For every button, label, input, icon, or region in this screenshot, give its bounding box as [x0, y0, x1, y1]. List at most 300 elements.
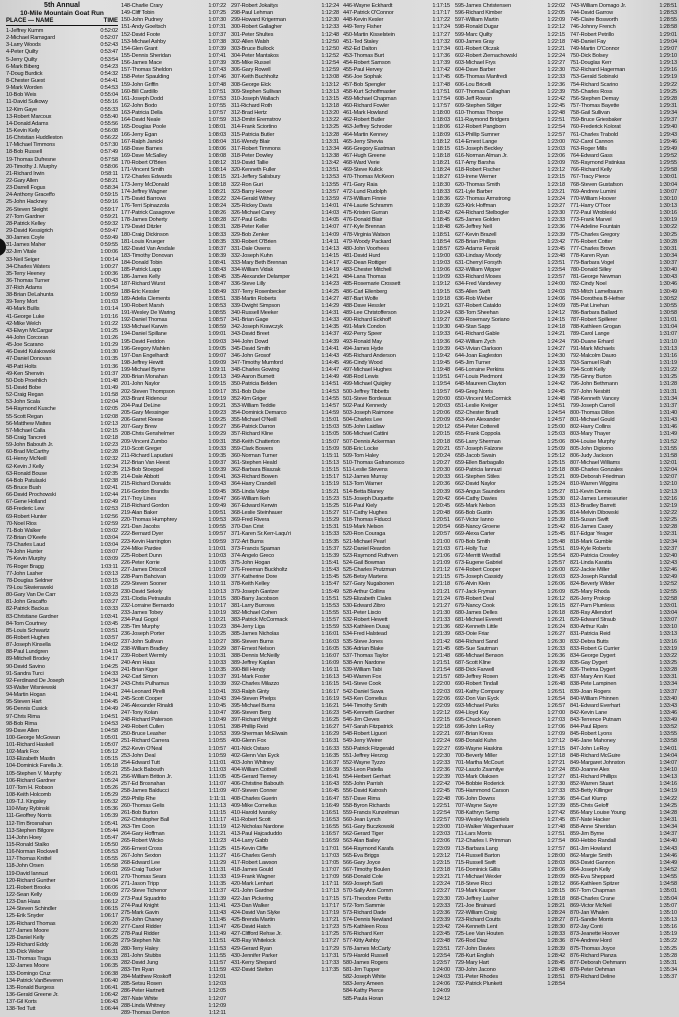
- runner-place-name: 681-Michael Everett: [455, 617, 502, 624]
- finish-time: 1:29:28: [659, 95, 677, 102]
- result-row: [231, 581, 339, 588]
- finish-time: 1:14:13: [321, 245, 339, 252]
- runner-place-name: 710-Walker Wagenhauer: [455, 824, 514, 831]
- finish-time: 1:14:41: [321, 345, 339, 352]
- finish-time: 1:16:43: [321, 781, 339, 788]
- finish-time: 1:15:17: [321, 474, 339, 481]
- finish-time: 1:09:05: [208, 345, 226, 352]
- results-column-4: [343, 3, 450, 1003]
- finish-time: 1:09:43: [208, 481, 226, 488]
- runner-place-name: 409-Mike Cornelius: [231, 802, 277, 809]
- runner-place-name: 545-Kenneth Gardner: [343, 709, 395, 716]
- runner-place-name: 423-Dan Walker: [231, 902, 270, 909]
- runner-place-name: 232-Lorraine Bernardo: [121, 602, 175, 609]
- result-row: [6, 849, 118, 856]
- finish-time: 1:10:43: [208, 695, 226, 702]
- runner-place-name: 543-Ken Cornelius: [343, 695, 387, 702]
- runner-place-name: 284-Matthew Roskoff: [121, 974, 171, 981]
- result-row: [6, 628, 118, 635]
- result-row: [455, 853, 565, 860]
- result-row: [455, 453, 565, 460]
- finish-time: 1:22:51: [547, 117, 565, 124]
- runner-place-name: 321-Jeffery Salisbury: [231, 174, 281, 181]
- result-row: [231, 639, 339, 646]
- result-row: [455, 867, 565, 874]
- finish-time: 1:14:31: [321, 310, 339, 317]
- runner-place-name: 875-Thomas Joyce: [570, 945, 616, 952]
- result-row: [231, 410, 339, 417]
- finish-time: 1:29:31: [659, 102, 677, 109]
- result-row: [231, 846, 339, 853]
- finish-time: 0:59:21: [100, 213, 118, 220]
- result-row: [455, 232, 565, 239]
- result-row: [343, 189, 450, 196]
- result-row: [455, 817, 565, 824]
- finish-time: 1:17:03: [321, 852, 339, 859]
- runner-place-name: 483-Chester Mitchell: [343, 267, 392, 274]
- finish-time: 1:08:43: [208, 267, 226, 274]
- result-row: [121, 481, 226, 488]
- finish-time: 1:22:03: [432, 688, 450, 695]
- finish-time: 1:08:35: [208, 238, 226, 245]
- finish-time: 1:26:57: [547, 702, 565, 709]
- finish-time: 1:20:24: [432, 452, 450, 459]
- result-row: [121, 67, 226, 74]
- finish-time: 1:22:21: [547, 45, 565, 52]
- finish-time: 1:15:01: [321, 417, 339, 424]
- runner-place-name: 396-Steven Berg: [231, 709, 271, 716]
- finish-time: 1:26:54: [547, 695, 565, 702]
- runner-place-name: 820-Patricia Crowley: [570, 552, 619, 559]
- finish-time: 1:11:13: [208, 802, 226, 809]
- finish-time: 1:17:36: [432, 52, 450, 59]
- result-row: [570, 960, 677, 967]
- runner-place-name: 326-Michael Carey: [231, 210, 276, 217]
- runner-place-name: 540-Warren Fox: [343, 674, 382, 681]
- runner-place-name: 731-Peter Rhodes: [455, 974, 499, 981]
- result-row: [343, 539, 450, 546]
- finish-time: 1:33:25: [659, 659, 677, 666]
- runner-place-name: 598-Ronald Dugar: [455, 24, 499, 31]
- runner-place-name: 822-Jackie Miller: [570, 567, 610, 574]
- result-row: [455, 182, 565, 189]
- runner-place-name: 279-Stephen Nix: [121, 938, 161, 945]
- result-row: [343, 374, 450, 381]
- result-row: [570, 639, 677, 646]
- runner-place-name: 391-Mark Foster: [231, 674, 270, 681]
- runner-place-name: 68-Frederic Lew: [6, 506, 45, 513]
- runner-place-name: 168-Dave Barnes: [121, 145, 163, 152]
- finish-time: 1:07:57: [208, 110, 226, 117]
- finish-time: 1:32:16: [659, 495, 677, 502]
- result-row: [6, 42, 118, 49]
- runner-place-name: 484-Lana Thomas: [343, 274, 387, 281]
- runner-place-name: 268-Edward Lee: [121, 859, 160, 866]
- runner-place-name: 516-Paul Kiely: [343, 502, 377, 509]
- finish-time: 1:03:15: [100, 577, 118, 584]
- runner-place-name: 638-Tom Sheehan: [455, 310, 499, 317]
- runner-place-name: 583-Jerry Ameen: [343, 981, 384, 988]
- finish-time: 1:07:55: [208, 102, 226, 109]
- finish-time: 1:33:10: [659, 624, 677, 631]
- result-row: [121, 760, 226, 767]
- finish-time: 1:31:55: [659, 445, 677, 452]
- runner-place-name: 705-Hammond Carson: [455, 788, 509, 795]
- runner-place-name: 411-Robert Scott: [231, 817, 271, 824]
- finish-time: 1:25:57: [547, 559, 565, 566]
- runner-place-name: 871-Sandie Morris: [570, 917, 614, 923]
- runner-place-name: 50-Dob Proehlich: [6, 377, 47, 384]
- finish-time: 1:35:19: [659, 931, 677, 938]
- finish-time: 1:22:54: [432, 809, 450, 816]
- result-row: [570, 353, 677, 360]
- result-row: [570, 531, 677, 538]
- result-row: [570, 503, 677, 510]
- runner-place-name: 19-Thomas Dufresne: [6, 156, 56, 163]
- finish-time: 1:31:16: [659, 352, 677, 359]
- result-row: [343, 917, 450, 924]
- finish-time: 1:29:04: [659, 38, 677, 45]
- result-row: [343, 846, 450, 853]
- result-row: [570, 67, 677, 74]
- result-row: [570, 888, 677, 895]
- runner-place-name: 252-Kevin O'Neal: [121, 745, 163, 752]
- runner-place-name: 114-John Hoey: [6, 834, 42, 841]
- runner-place-name: 163-Patricia Della: [121, 110, 163, 117]
- finish-time: 1:31:07: [659, 331, 677, 338]
- result-row: [455, 246, 565, 253]
- runner-place-name: 369-Fred Rivera: [231, 517, 270, 524]
- runner-place-name: 59-John Babouth Jr.: [6, 442, 54, 449]
- result-row: [6, 706, 118, 713]
- finish-time: 1:26:03: [547, 574, 565, 581]
- result-row: [231, 838, 339, 845]
- finish-time: 1:16:05: [321, 645, 339, 652]
- result-row: [6, 585, 118, 592]
- runner-place-name: 506-Michael Cattini: [343, 431, 389, 438]
- finish-time: 1:08:51: [208, 295, 226, 302]
- runner-place-name: 154-Glen Grant: [121, 45, 158, 52]
- result-row: [455, 103, 565, 110]
- result-row: [570, 39, 677, 46]
- finish-time: 1:09:35: [208, 452, 226, 459]
- result-row: [6, 449, 118, 456]
- runner-place-name: 719-Mark Kasper: [455, 888, 496, 895]
- result-row: [121, 153, 226, 160]
- runner-place-name: 791-Mark Michaels: [570, 345, 615, 352]
- runner-place-name: 689-Jeffrey Rosen: [455, 674, 499, 681]
- finish-time: 1:31:22: [659, 367, 677, 374]
- finish-time: 1:30:28: [659, 238, 677, 245]
- result-row: [570, 167, 677, 174]
- finish-time: 1:10:59: [208, 752, 226, 759]
- finish-time: 1:26:09: [547, 588, 565, 595]
- finish-time: 0:59:15: [100, 192, 118, 199]
- runner-place-name: 64-Bob Patulaski: [6, 477, 46, 484]
- result-row: [231, 710, 339, 717]
- finish-time: 1:26:30: [547, 638, 565, 645]
- result-row: [570, 431, 677, 438]
- runner-place-name: 706-John Downs: [455, 795, 495, 802]
- runner-place-name: 569-Joseph Sarli: [343, 881, 383, 888]
- runner-place-name: 186-James Kelly: [121, 274, 161, 281]
- finish-time: 1:30:01: [659, 174, 677, 181]
- finish-time: 1:20:27: [432, 460, 450, 466]
- finish-time: 1:30:34: [659, 252, 677, 259]
- result-row: [6, 714, 118, 721]
- result-row: [570, 74, 677, 81]
- runner-place-name: 528-Arthur Collins: [343, 588, 386, 595]
- runner-place-name: 547-Sarah Fitzpatrick: [343, 724, 394, 731]
- finish-time: 1:18:06: [432, 124, 450, 131]
- runner-place-name: 695-Chuck Kuonen: [455, 717, 501, 724]
- result-row: [570, 860, 677, 867]
- finish-time: 1:08:26: [208, 210, 226, 217]
- finish-time: 1:09:31: [208, 438, 226, 445]
- finish-time: 1:32:46: [659, 567, 677, 574]
- result-row: [231, 310, 339, 317]
- runner-place-name: 581-Jim Tupper: [343, 966, 380, 973]
- finish-time: 1:00:06: [100, 249, 118, 256]
- finish-time: 1:25:15: [547, 460, 565, 466]
- result-row: [455, 710, 565, 717]
- finish-time: 1:27:36: [547, 795, 565, 802]
- result-row: [343, 988, 450, 995]
- runner-place-name: 258-James Balducci: [121, 788, 169, 795]
- result-row: [6, 85, 118, 92]
- finish-time: 1:10:05: [208, 559, 226, 566]
- result-row: [121, 581, 226, 588]
- result-row: [455, 396, 565, 403]
- runner-place-name: 488-Dave Hessler: [343, 302, 386, 309]
- finish-time: 1:33:40: [659, 695, 677, 702]
- runner-place-name: 316-Wendy Blair: [231, 138, 270, 145]
- finish-time: 1:17:51: [432, 88, 450, 95]
- finish-time: 1:11:53: [208, 945, 226, 952]
- finish-time: 1:27:00: [547, 709, 565, 716]
- runner-place-name: 576-Richard Kerr: [343, 931, 384, 938]
- result-row: [6, 414, 118, 421]
- finish-time: 1:16:03: [321, 638, 339, 645]
- runner-place-name: 675-Joseph Cassidy: [455, 574, 503, 581]
- runner-place-name: 196-Gregory Mahlen: [121, 345, 170, 352]
- runner-place-name: 677-Jack Fryman: [455, 588, 496, 595]
- result-row: [455, 646, 565, 653]
- result-row: [121, 617, 226, 624]
- runner-place-name: 546-Jim Cleves: [343, 717, 380, 724]
- result-row: [570, 339, 677, 346]
- finish-time: 1:06:25: [100, 934, 118, 941]
- runner-place-name: 250-Bruce Leasher: [121, 731, 167, 738]
- runner-place-name: 725-Lee Van Houten: [455, 931, 504, 938]
- finish-time: 1:14:55: [321, 395, 339, 402]
- runner-place-name: 155-Dennis Sheridan: [121, 52, 171, 59]
- runner-place-name: 840-William Phinnen: [570, 695, 619, 702]
- finish-time: 1:17:15: [321, 895, 339, 902]
- runner-place-name: 425-Brenda Martin: [231, 917, 275, 923]
- runner-place-name: 847-John LeRoy: [570, 745, 609, 752]
- result-row: [121, 746, 226, 753]
- runner-place-name: 364-Harry Crandell: [231, 481, 276, 488]
- finish-time: 1:18:30: [432, 181, 450, 188]
- finish-time: 1:14:57: [321, 402, 339, 409]
- runner-place-name: 518-Thomas Fiducci: [343, 517, 391, 524]
- runner-place-name: 399-Sherman McElwain: [231, 731, 288, 738]
- finish-time: 1:27:54: [547, 838, 565, 845]
- result-row: [121, 374, 226, 381]
- runner-place-name: 769-Andrew Lumini: [570, 188, 616, 195]
- runner-place-name: 732-Patrick Plunkett: [455, 981, 503, 988]
- runner-place-name: 599-Marc Quilty: [455, 31, 493, 38]
- runner-place-name: 51-David Bobe: [6, 385, 42, 392]
- result-row: [231, 339, 339, 346]
- result-row: [343, 517, 450, 524]
- finish-time: 1:28:24: [547, 909, 565, 916]
- finish-time: 1:16:15: [321, 681, 339, 688]
- result-row: [570, 189, 677, 196]
- finish-time: 1:08:12: [208, 160, 226, 167]
- result-row: [455, 303, 565, 310]
- runner-place-name: 481-David Hurd: [343, 252, 381, 259]
- result-row: [455, 738, 565, 745]
- finish-time: 1:11:57: [208, 959, 226, 966]
- finish-time: 1:28:39: [547, 945, 565, 952]
- runner-place-name: 185-Patrick Lapp: [121, 267, 161, 274]
- result-row: [121, 267, 226, 274]
- finish-time: 1:01:29: [100, 342, 118, 349]
- result-row: [6, 142, 118, 149]
- result-row: [121, 774, 226, 781]
- runner-place-name: 116-Norman Rockwell: [6, 849, 58, 856]
- result-row: [570, 796, 677, 803]
- finish-time: 1:16:09: [321, 659, 339, 666]
- runner-place-name: 323-Barry Hoover: [231, 188, 273, 195]
- result-row: [455, 881, 565, 888]
- runner-place-name: 523-Raymond Ruthven: [343, 552, 398, 559]
- finish-time: 0:55:16: [100, 99, 118, 106]
- result-row: [121, 646, 226, 653]
- result-row: [570, 760, 677, 767]
- result-row: [6, 971, 118, 978]
- result-row: [343, 167, 450, 174]
- result-row: [231, 853, 339, 860]
- result-row: [231, 446, 339, 453]
- result-row: [343, 132, 450, 139]
- result-row: [231, 517, 339, 524]
- finish-time: 1:13:28: [321, 131, 339, 138]
- finish-time: 1:07:22: [208, 3, 226, 9]
- result-row: [455, 967, 565, 974]
- runner-place-name: 306-Gary Rowell: [231, 67, 271, 74]
- finish-time: 1:10:11: [208, 581, 226, 588]
- runner-place-name: 821-Linda Karatta: [570, 559, 612, 566]
- result-row: [570, 696, 677, 703]
- finish-time: 1:17:48: [432, 81, 450, 88]
- runner-place-name: 134-Patrick VanBeveren: [6, 977, 63, 984]
- result-row: [455, 617, 565, 624]
- result-row: [231, 60, 339, 67]
- result-row: [455, 931, 565, 938]
- runner-place-name: 606-Lou Bricelli: [455, 81, 492, 88]
- result-row: [570, 753, 677, 760]
- runner-place-name: 183-Timothy Donovan: [121, 252, 173, 259]
- finish-time: 1:10:19: [208, 609, 226, 616]
- finish-time: 1:20:12: [432, 424, 450, 431]
- finish-time: 1:10:55: [208, 738, 226, 745]
- result-row: [455, 367, 565, 374]
- finish-time: 1:02:49: [100, 499, 118, 506]
- runner-place-name: 380-Barry Jacobson: [231, 595, 279, 602]
- finish-time: 1:16:07: [321, 652, 339, 659]
- result-row: [231, 881, 339, 888]
- result-row: [343, 581, 450, 588]
- results-column-5: [455, 3, 565, 988]
- finish-time: 1:18:21: [432, 160, 450, 167]
- result-row: [343, 524, 450, 531]
- finish-time: 1:08:59: [208, 324, 226, 331]
- result-row: [343, 232, 450, 239]
- result-row: [6, 599, 118, 606]
- result-row: [455, 960, 565, 967]
- finish-time: 1:10:13: [208, 588, 226, 595]
- finish-time: 1:02:35: [100, 470, 118, 477]
- finish-time: 1:31:28: [659, 381, 677, 388]
- result-row: [6, 299, 118, 306]
- runner-place-name: 809-Deborah Friedman: [570, 474, 625, 481]
- result-row: [455, 139, 565, 146]
- finish-time: 1:08:06: [208, 145, 226, 152]
- runner-place-name: 858-Anne Sheridan: [570, 824, 616, 831]
- runner-place-name: 552-Wayne Tyzzo: [343, 759, 386, 766]
- runner-place-name: 257-Ed Brosnahan: [121, 781, 166, 788]
- runner-place-name: 671-Holly Tuz: [455, 545, 488, 552]
- result-row: [231, 910, 339, 917]
- finish-time: 1:25:54: [547, 552, 565, 559]
- runner-place-name: 208-Chris Genshelmer: [121, 431, 175, 438]
- finish-time: 1:17:07: [321, 867, 339, 874]
- result-row: [121, 260, 226, 267]
- results-column-2: [121, 3, 226, 1017]
- runner-place-name: 241-Brian Kiger: [121, 667, 158, 674]
- result-row: [121, 32, 226, 39]
- finish-time: 1:04:51: [100, 713, 118, 720]
- finish-time: 1:03:41: [100, 613, 118, 620]
- runner-place-name: 609-Stephen Stilger: [455, 102, 502, 109]
- finish-time: 1:23:12: [547, 167, 565, 174]
- runner-place-name: 389-Jeffrey Kaplan: [231, 659, 276, 666]
- runner-place-name: 210-Scott Greger: [121, 445, 162, 452]
- runner-place-name: 803-Mary Thayer: [570, 431, 611, 438]
- finish-time: 1:22:24: [547, 52, 565, 59]
- runner-place-name: 231-Clodia Petrasulis: [121, 595, 172, 602]
- runner-place-name: 249-Robert Cullen: [121, 724, 164, 731]
- runner-place-name: 224-Mike Pardee: [121, 545, 162, 552]
- result-row: [343, 624, 450, 631]
- result-row: [121, 132, 226, 139]
- finish-time: 0:58:06: [100, 163, 118, 170]
- result-row: [231, 246, 339, 253]
- runner-place-name: 567-Timothy Boulen: [343, 867, 391, 874]
- runner-place-name: 23-Darrell Fogus: [6, 185, 46, 192]
- result-row: [455, 346, 565, 353]
- runner-place-name: 650-Vincent McCormick: [455, 395, 512, 402]
- result-row: [343, 467, 450, 474]
- finish-time: 1:23:54: [547, 267, 565, 274]
- result-row: [121, 910, 226, 917]
- runner-place-name: 652-Chester Bradt: [455, 410, 499, 417]
- runner-place-name: 627-Kevin Brazell: [455, 231, 497, 238]
- result-row: [121, 717, 226, 724]
